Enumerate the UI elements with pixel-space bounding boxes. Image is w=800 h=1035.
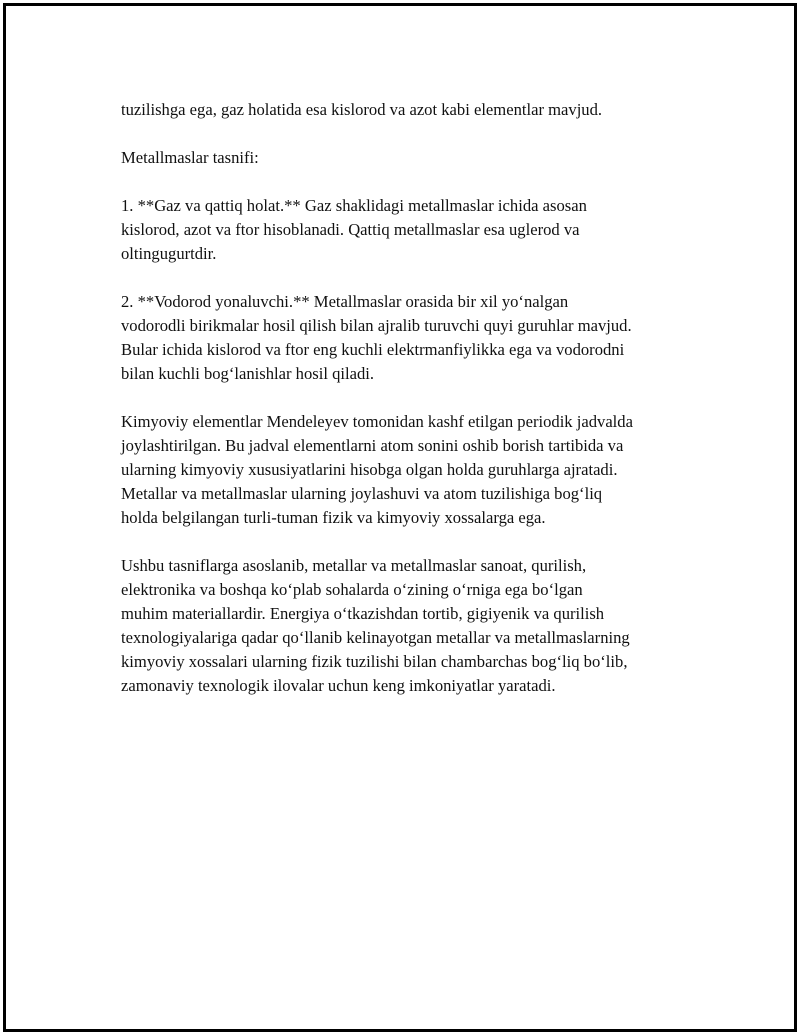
text-line: Metallar va metallmaslar ularning joylashuvi va atom tuzilishiga bog‘liq — [121, 484, 603, 503]
text-line: 1. **Gaz va qattiq holat.** Gaz shaklidagi metallmaslar ichida asosan — [121, 196, 587, 215]
page-frame — [3, 3, 797, 1032]
text-line: ularning kimyoviy xususiyatlarini hisobga olgan holda guruhlarga ajratadi. — [121, 460, 618, 479]
text-line: bilan kuchli bog‘lanishlar hosil qiladi. — [121, 364, 375, 383]
paragraph-gas-solid — [121, 194, 701, 266]
text-line: Bular ichida kislorod va ftor eng kuchli elektrmanfiylikka ega va vodorodni — [121, 340, 625, 359]
text-line: kislorod, azot va ftor hisoblanadi. Qattiq metallmaslar esa uglerod va — [121, 220, 580, 239]
text-line: vodorodli birikmalar hosil qilish bilan ajralib turuvchi quyi guruhlar mavjud. — [121, 316, 632, 335]
paragraph-intro — [121, 98, 701, 122]
document-body — [121, 98, 701, 722]
text-line: kimyoviy xossalari ularning fizik tuzilishi bilan chambarchas bog‘liq bo‘lib, — [121, 652, 628, 671]
text-line: Ushbu tasniflarga asoslanib, metallar va metallmaslar sanoat, qurilish, — [121, 556, 587, 575]
text-line: oltingugurtdir. — [121, 244, 217, 263]
paragraph-applications — [121, 554, 701, 698]
text-line: elektronika va boshqa ko‘plab sohalarda o‘zining o‘rniga ega bo‘lgan — [121, 580, 583, 599]
paragraph-periodic-table — [121, 410, 701, 530]
text-line: muhim materiallardir. Energiya o‘tkazishdan tortib, gigiyenik va qurilish — [121, 604, 605, 623]
paragraph-hydrogen — [121, 290, 701, 386]
text-line: Kimyoviy elementlar Mendeleyev tomonidan kashf etilgan periodik jadvalda — [121, 412, 633, 431]
text-line: 2. **Vodorod yonaluvchi.** Metallmaslar orasida bir xil yo‘nalgan — [121, 292, 569, 311]
section-heading — [121, 146, 701, 170]
text-line: Metallmaslar tasnifi: — [121, 148, 259, 167]
text-line: joylashtirilgan. Bu jadval elementlarni atom sonini oshib borish tartibida va — [121, 436, 624, 455]
text-line: zamonaviy texnologik ilovalar uchun keng imkoniyatlar yaratadi. — [121, 676, 556, 695]
text-line: tuzilishga ega, gaz holatida esa kislorod va azot kabi elementlar mavjud. — [121, 100, 603, 119]
text-line: holda belgilangan turli-tuman fizik va kimyoviy xossalarga ega. — [121, 508, 546, 527]
text-line: texnologiyalariga qadar qo‘llanib kelinayotgan metallar va metallmaslarning — [121, 628, 630, 647]
